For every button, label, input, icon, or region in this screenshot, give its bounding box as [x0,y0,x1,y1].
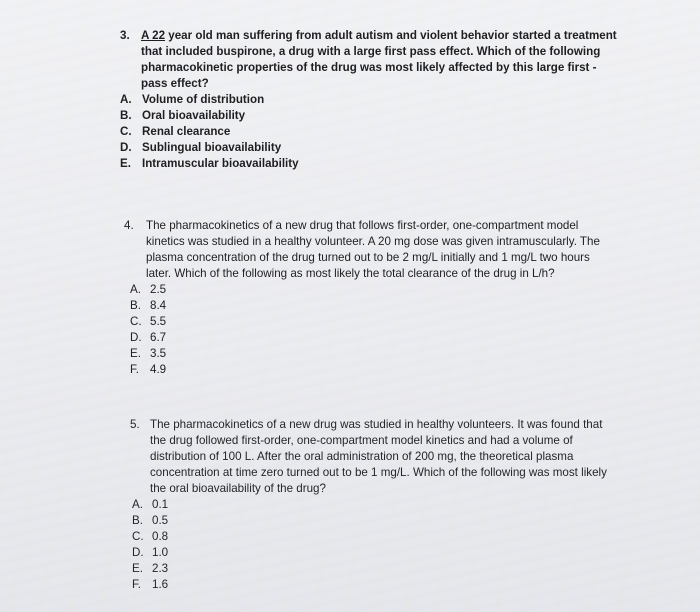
option-text: 8.4 [150,299,167,312]
question-4 [124,218,614,378]
option-letter: C. [120,125,132,138]
option-letter: E. [120,157,131,170]
option-text: 0.5 [152,514,169,527]
question-number: 5. [130,418,140,431]
answer-option-c[interactable] [132,529,620,545]
answer-option-c[interactable] [120,124,620,140]
answer-option-d[interactable] [130,330,614,346]
option-text: 0.1 [152,498,169,511]
answer-option-d[interactable] [132,545,620,561]
question-5 [130,417,620,593]
option-letter: C. [132,530,144,543]
option-letter: D. [130,331,142,344]
answer-option-a[interactable] [132,497,620,513]
answer-option-a[interactable] [120,92,620,108]
option-letter: A. [120,93,132,106]
option-text: 1.6 [152,578,169,591]
option-text: 4.9 [150,363,167,376]
option-letter: C. [130,315,142,328]
answer-option-f[interactable] [132,577,620,593]
answer-option-b[interactable] [120,108,620,124]
answer-option-f[interactable] [130,362,614,378]
option-text: Intramuscular bioavailability [142,157,299,170]
option-letter: E. [130,347,141,360]
option-text: 2.5 [150,283,167,296]
question-stem [141,28,620,92]
question-number: 4. [124,219,134,232]
option-text: 3.5 [150,347,167,360]
option-letter: F. [132,578,142,591]
question-number: 3. [120,29,130,42]
answer-options [132,497,620,593]
option-text: Renal clearance [142,125,231,138]
stem-underlined-text: A 22 [141,29,166,42]
answer-option-d[interactable] [120,140,620,156]
question-stem: The pharmacokinetics of a new drug that follows first-order, one-compartment model kinetics was studied in a healthy volunteer. A 20 mg dose was given intramuscularly. The plasma concentration of the drug turned out to be 2 mg/L initially and 1 mg/L two hours later. Which of the following as most likely the total clearance of the drug in L/h? [146,219,600,280]
option-text: 5.5 [150,315,167,328]
answer-option-a[interactable] [130,282,614,298]
option-text: Sublingual bioavailability [142,141,282,154]
option-letter: A. [130,283,141,296]
option-text: Volume of distribution [142,93,265,106]
answer-option-b[interactable] [130,298,614,314]
option-text: 0.8 [152,530,169,543]
answer-option-e[interactable] [120,156,620,172]
option-letter: B. [132,514,143,527]
option-letter: D. [132,546,144,559]
option-text: 1.0 [152,546,169,559]
answer-option-c[interactable] [130,314,614,330]
option-letter: A. [132,498,143,511]
option-text: Oral bioavailability [142,109,246,122]
option-letter: F. [130,363,140,376]
answer-option-e[interactable] [132,561,620,577]
question-stem: The pharmacokinetics of a new drug was studied in healthy volunteers. It was found that the drug followed first-order, one-compartment model kinetics and had a volume of distribution of 100 L. After the oral administration of 200 mg, the theoretical plasma concentration at time zero turned out to be 1 mg/L. Which of the following was most likely the oral bioavailability of the drug? [150,418,607,495]
option-letter: E. [132,562,143,575]
answer-options [120,92,620,172]
option-letter: B. [130,299,141,312]
question-3 [120,28,620,172]
option-letter: D. [120,141,132,154]
answer-option-e[interactable] [130,346,614,362]
answer-options [130,282,614,378]
option-letter: B. [120,109,132,122]
answer-option-b[interactable] [132,513,620,529]
option-text: 2.3 [152,562,169,575]
option-text: 6.7 [150,331,167,344]
stem-text: year old man suffering from adult autism and violent behavior started a treatment that included buspirone, a drug with a large first pass effect. Which of the following pharmacokinetic properties of the drug was most likely affected by this large first -pass effect? [141,29,617,90]
